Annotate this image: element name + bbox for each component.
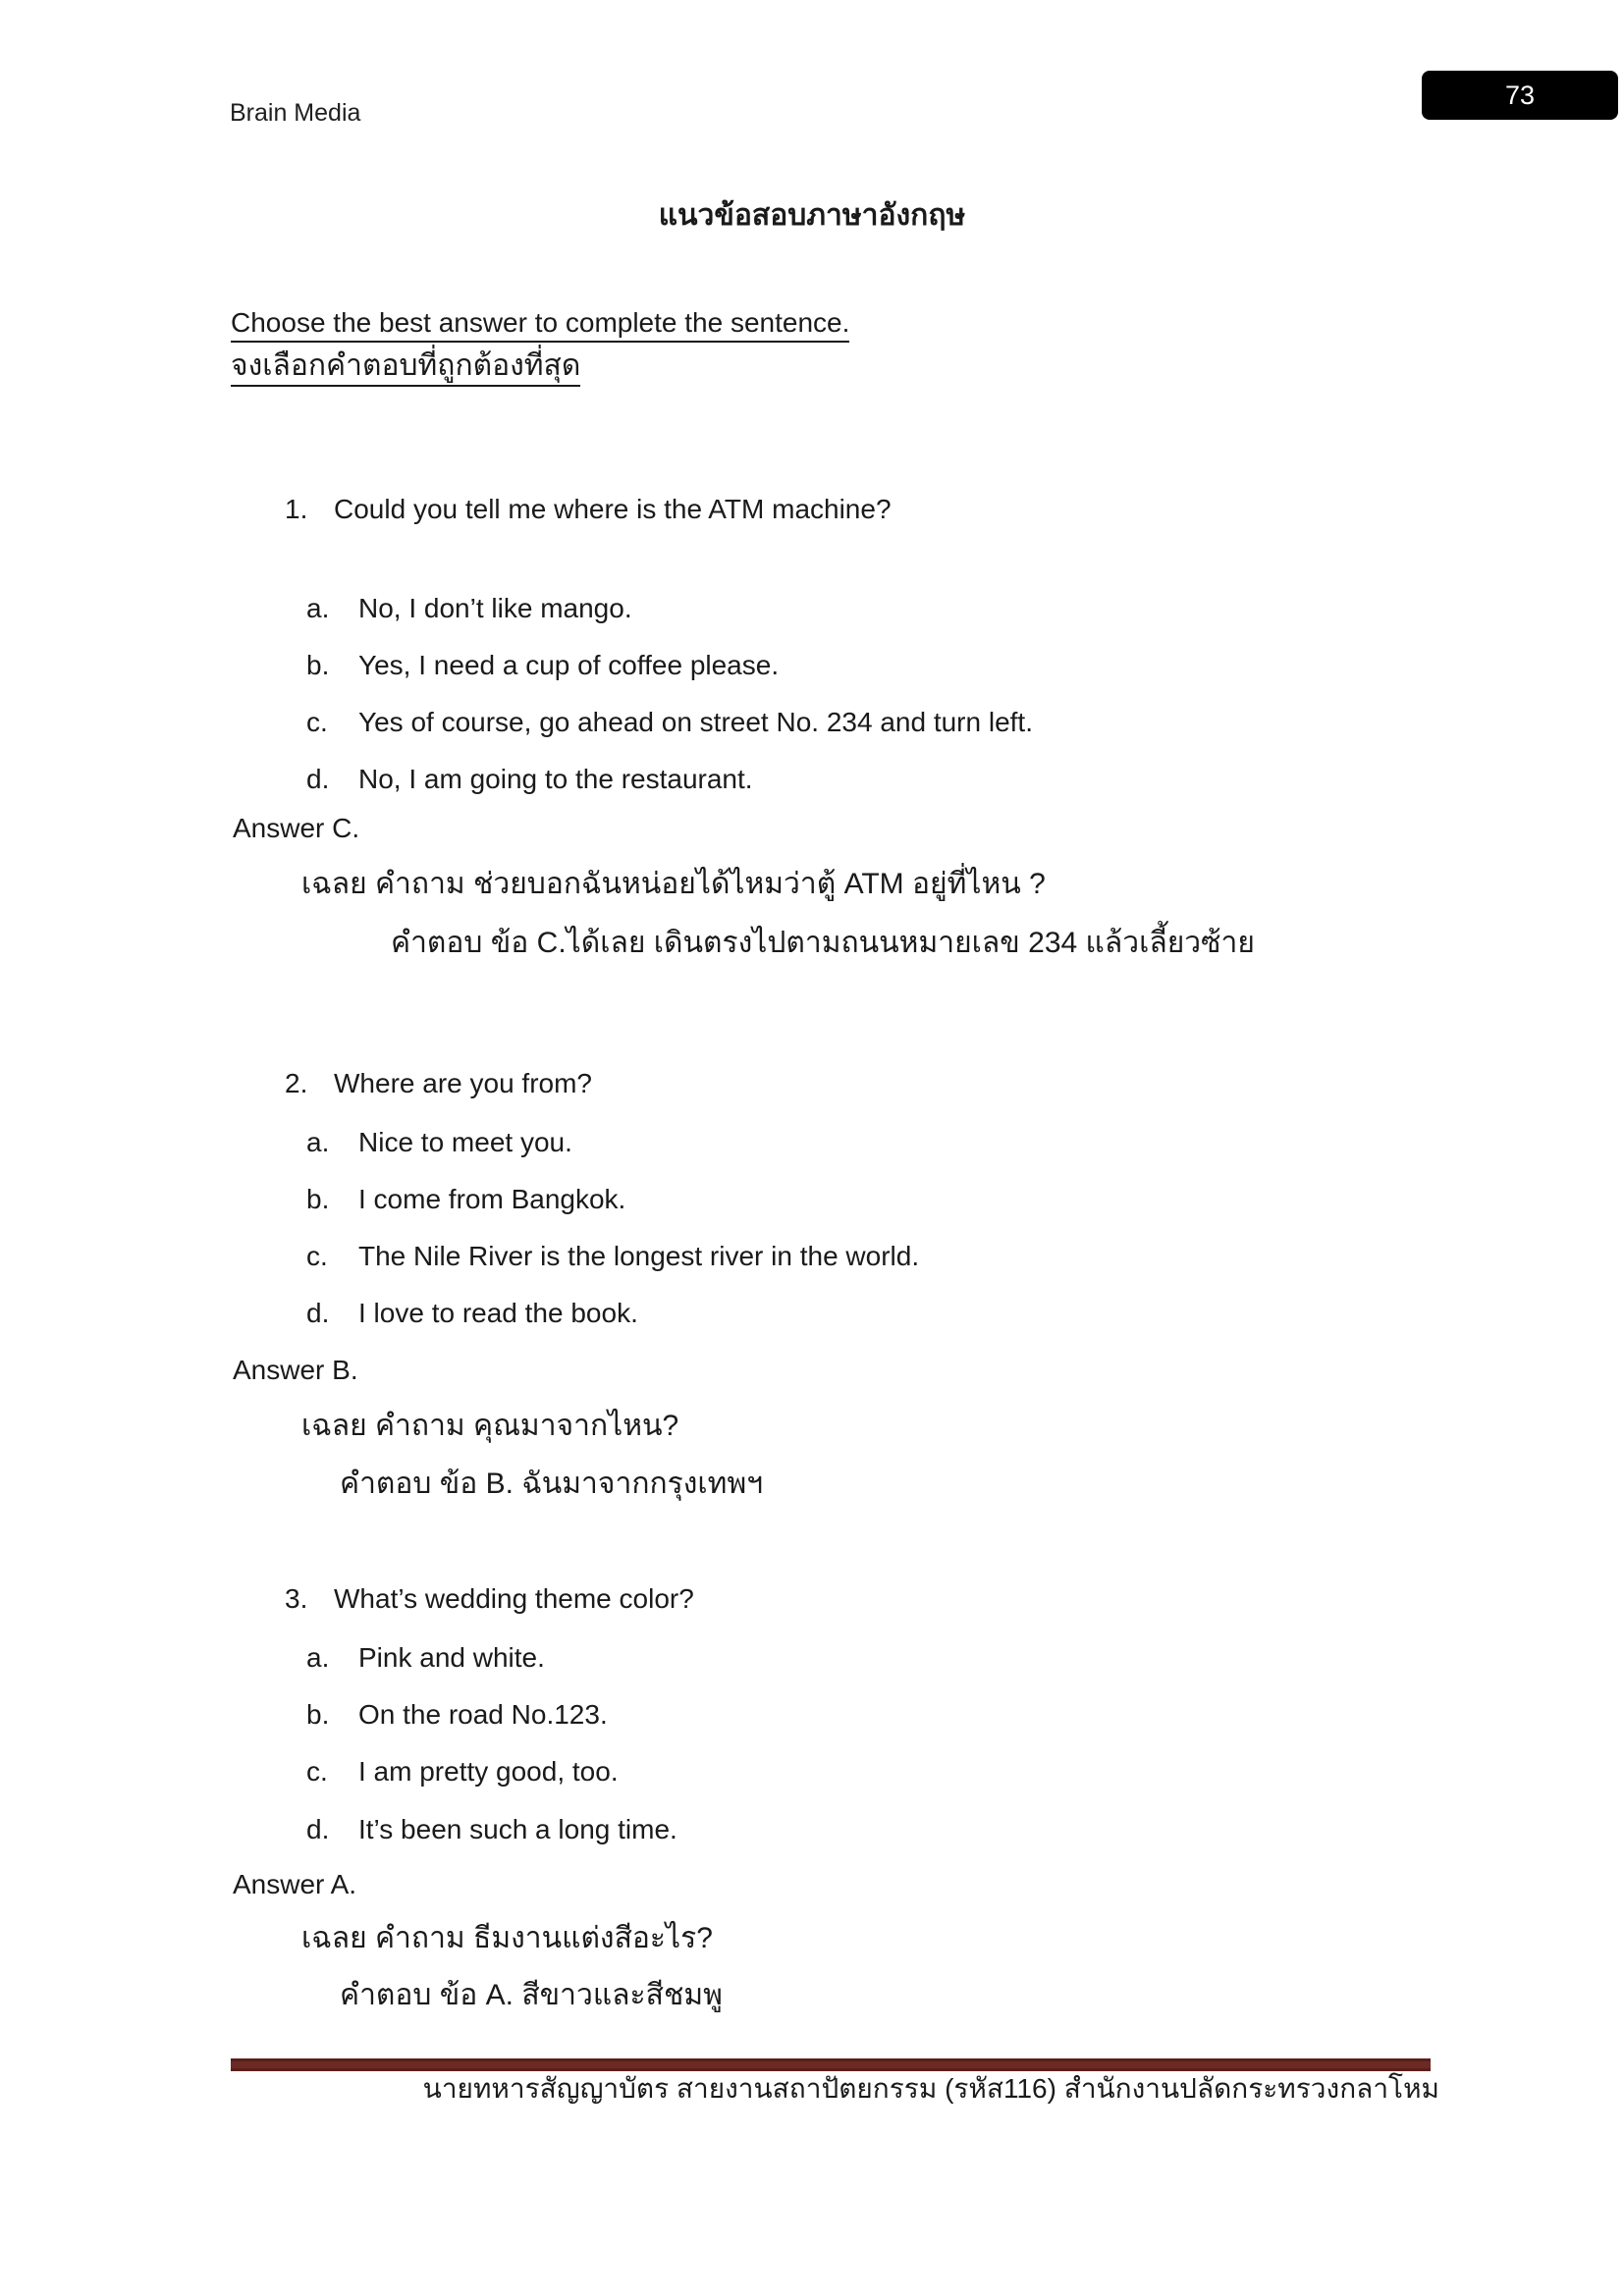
choice-text: I am pretty good, too. <box>358 1756 619 1787</box>
choice-text: It’s been such a long time. <box>358 1814 677 1844</box>
answer-label: Answer A. <box>233 1869 357 1899</box>
choice-letter: c. <box>306 1241 328 1271</box>
instruction-thai-text: จงเลือกคำตอบที่ถูกต้องที่สุด <box>231 351 580 387</box>
question-number: 3. <box>285 1583 308 1614</box>
question-text: Where are you from? <box>334 1068 592 1098</box>
choice-text: On the road No.123. <box>358 1699 608 1730</box>
choice-text: No, I don’t like mango. <box>358 593 632 623</box>
choice-text: I come from Bangkok. <box>358 1184 626 1214</box>
choice-text: Nice to meet you. <box>358 1127 572 1157</box>
page-title: แนวข้อสอบภาษาอังกฤษ <box>658 199 966 232</box>
instruction-english <box>231 309 849 343</box>
explanation-question: เฉลย คำถาม คุณมาจากไหน? <box>301 1410 679 1442</box>
instruction-thai <box>231 351 580 387</box>
page-number-badge <box>1422 71 1618 120</box>
instruction-english-text: Choose the best answer to complete the sentence. <box>231 309 849 343</box>
choice-letter: b. <box>306 1184 330 1214</box>
choice-letter: d. <box>306 1814 330 1844</box>
question-text: Could you tell me where is the ATM machine? <box>334 494 892 524</box>
choice-letter: b. <box>306 650 330 680</box>
explanation-question: เฉลย คำถาม ธีมงานแต่งสีอะไร? <box>301 1922 713 1954</box>
explanation-answer: คำตอบ ข้อ B. ฉันมาจากกรุงเทพฯ <box>340 1468 764 1500</box>
explanation-question: เฉลย คำถาม ช่วยบอกฉันหน่อยได้ไหมว่าตู้ ATM อยู่ที่ไหน ? <box>301 868 1046 900</box>
choice-text: Pink and white. <box>358 1642 545 1673</box>
choice-letter: d. <box>306 764 330 794</box>
choice-letter: c. <box>306 707 328 737</box>
footer-divider-bar <box>231 2058 1431 2071</box>
page-number: 73 <box>1504 80 1536 110</box>
choice-letter: d. <box>306 1298 330 1328</box>
explanation-answer: คำตอบ ข้อ C.ได้เลย เดินตรงไปตามถนนหมายเลข 234 แล้วเลี้ยวซ้าย <box>391 927 1255 959</box>
choice-text: Yes of course, go ahead on street No. 234 and turn left. <box>358 707 1033 737</box>
choice-text: The Nile River is the longest river in the world. <box>358 1241 920 1271</box>
choice-text: Yes, I need a cup of coffee please. <box>358 650 780 680</box>
choice-letter: a. <box>306 1127 330 1157</box>
explanation-answer: คำตอบ ข้อ A. สีขาวและสีชมพู <box>340 1979 723 2011</box>
question-number: 1. <box>285 494 308 524</box>
answer-label: Answer B. <box>233 1355 358 1385</box>
choice-letter: a. <box>306 1642 330 1673</box>
choice-letter: c. <box>306 1756 328 1787</box>
choice-text: I love to read the book. <box>358 1298 638 1328</box>
choice-letter: b. <box>306 1699 330 1730</box>
choice-letter: a. <box>306 593 330 623</box>
footer-text: นายทหารสัญญาบัตร สายงานสถาปัตยกรรม (รหัส116) สำนักงานปลัดกระทรวงกลาโหม <box>422 2073 1439 2104</box>
question-number: 2. <box>285 1068 308 1098</box>
choice-text: No, I am going to the restaurant. <box>358 764 753 794</box>
brand-text: Brain Media <box>230 99 361 127</box>
question-text: What’s wedding theme color? <box>334 1583 694 1614</box>
answer-label: Answer C. <box>233 813 360 843</box>
